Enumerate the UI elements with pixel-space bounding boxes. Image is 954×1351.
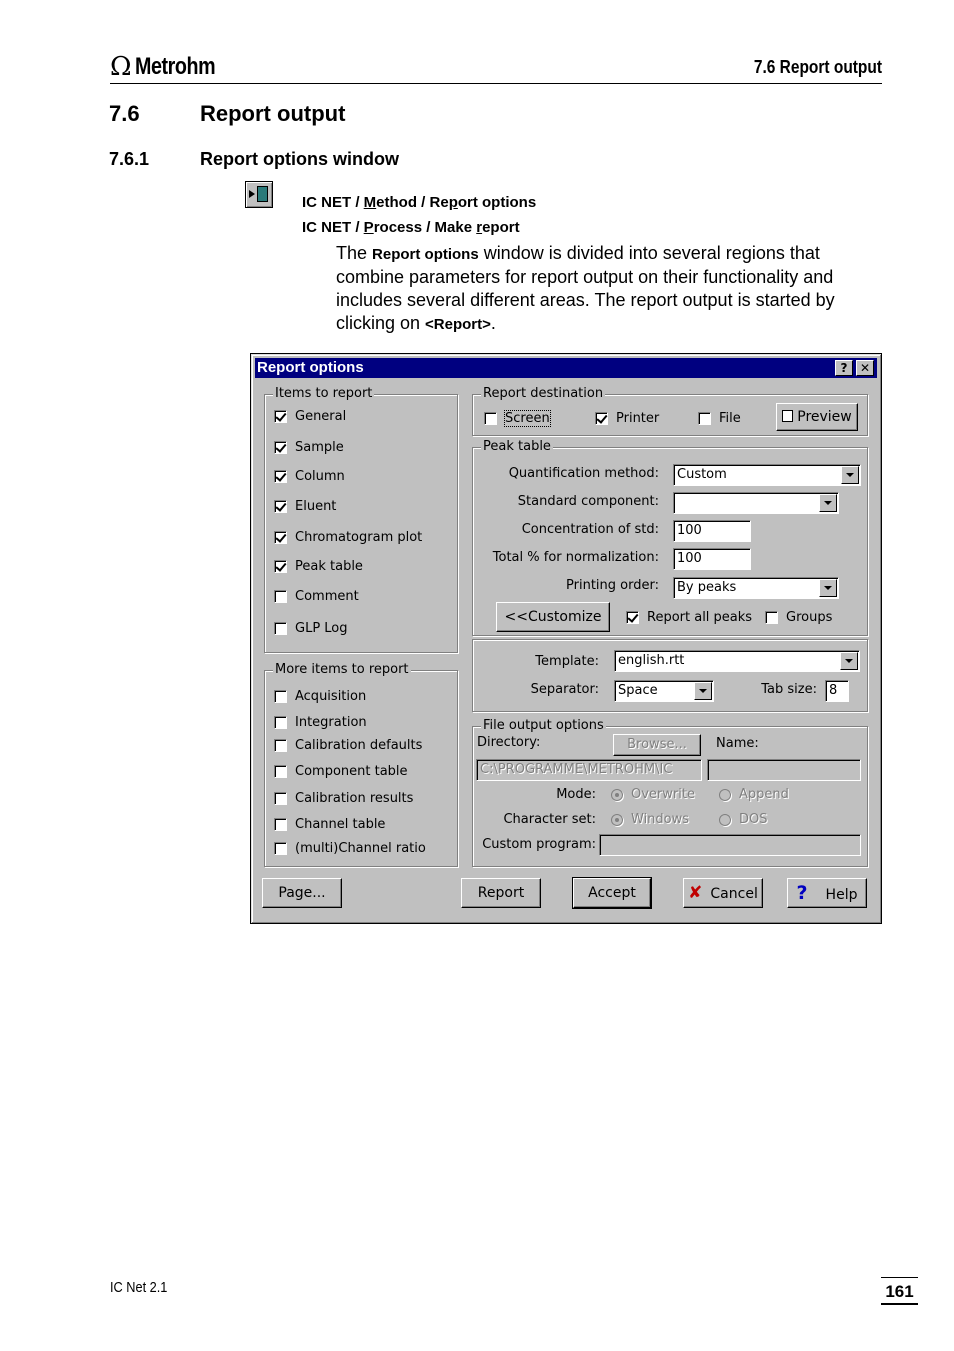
file-label: File: [719, 411, 741, 426]
template-select[interactable]: english.rtt: [614, 650, 860, 672]
chevron-down-icon[interactable]: [694, 682, 712, 700]
item-to-report-label: Comment: [295, 589, 359, 604]
question-icon: ?: [796, 882, 808, 904]
help-button[interactable]: [787, 878, 867, 908]
items-to-report-group: [264, 386, 458, 653]
header-rule: [110, 83, 882, 84]
screen-checkbox[interactable]: [484, 411, 550, 426]
more-item-checkbox[interactable]: [274, 817, 385, 832]
report-options-dialog: [250, 353, 882, 924]
checkbox-box[interactable]: [274, 560, 287, 573]
footer-product: IC Net 2.1: [110, 1279, 168, 1296]
cancel-label: Cancel: [710, 886, 758, 902]
append-radio[interactable]: [719, 787, 789, 802]
quant-method-label: Quantification method:: [508, 466, 659, 481]
more-items-group: [264, 662, 458, 867]
tab-size-input[interactable]: 8: [825, 680, 849, 702]
item-to-report-label: General: [295, 409, 347, 424]
help-title-button[interactable]: ?: [835, 360, 853, 376]
menu-path-process: IC NET / Process / Make report: [302, 219, 520, 236]
dialog-title: Report options: [257, 359, 364, 376]
normalization-label: Total % for normalization:: [492, 550, 659, 565]
report-destination-group: [472, 386, 868, 436]
custom-program-input[interactable]: [599, 834, 861, 856]
page-number: 161: [881, 1277, 918, 1305]
directory-label: Directory:: [477, 735, 541, 750]
item-to-report-checkbox[interactable]: [274, 589, 359, 604]
menu-path-method: IC NET / Method / Report options: [302, 194, 537, 211]
append-label: Append: [739, 787, 789, 802]
more-item-checkbox[interactable]: [274, 738, 422, 753]
checkbox-box[interactable]: [274, 590, 287, 603]
preview-button[interactable]: [776, 403, 858, 431]
subsection-title: Report options window: [200, 149, 399, 169]
more-item-checkbox[interactable]: [274, 791, 413, 806]
more-item-label: Calibration defaults: [295, 738, 423, 753]
accept-button[interactable]: Accept: [573, 878, 651, 908]
checkbox-box[interactable]: [274, 792, 287, 805]
item-to-report-label: Peak table: [295, 559, 363, 574]
customize-button[interactable]: <<Customize: [496, 602, 610, 632]
more-item-label: (multi)Channel ratio: [295, 841, 426, 856]
item-to-report-label: Sample: [295, 440, 344, 455]
screen-label: Screen: [505, 411, 550, 426]
file-checkbox[interactable]: [698, 411, 741, 426]
item-to-report-checkbox[interactable]: [274, 530, 422, 545]
item-to-report-checkbox[interactable]: [274, 499, 336, 514]
file-output-title: File output options: [483, 718, 604, 733]
mode-label: Mode:: [556, 787, 596, 802]
character-set-label: Character set:: [503, 812, 596, 827]
preview-icon: [782, 410, 793, 422]
close-button[interactable]: ✕: [856, 360, 874, 376]
item-to-report-label: Chromatogram plot: [295, 530, 423, 545]
subsection-heading: [109, 149, 399, 170]
item-to-report-checkbox[interactable]: [274, 621, 348, 636]
quant-method-select[interactable]: Custom: [673, 464, 861, 486]
report-destination-title: Report destination: [483, 386, 604, 401]
name-input[interactable]: [707, 759, 861, 781]
separator-label: Separator:: [530, 682, 599, 697]
tab-size-label: Tab size:: [761, 682, 817, 697]
concentration-input[interactable]: 100: [673, 520, 751, 542]
overwrite-radio[interactable]: [611, 787, 695, 802]
item-to-report-checkbox[interactable]: [274, 409, 346, 424]
template-group: [472, 639, 868, 712]
more-item-checkbox[interactable]: [274, 715, 367, 730]
cancel-button[interactable]: [683, 878, 763, 908]
checkbox-box[interactable]: [274, 500, 287, 513]
checkbox-box[interactable]: [274, 716, 287, 729]
more-item-label: Integration: [295, 715, 367, 730]
more-item-checkbox[interactable]: [274, 689, 366, 704]
more-item-label: Channel table: [295, 817, 386, 832]
dos-label: DOS: [739, 812, 768, 827]
chevron-down-icon[interactable]: [819, 494, 837, 512]
intro-paragraph: The Report options window is divided into several regions that combine parameters for report output on their functionality and includes several different areas. The report output is started by clicking on <Report>.: [336, 243, 835, 333]
item-to-report-checkbox[interactable]: [274, 469, 345, 484]
more-items-title: More items to report: [275, 662, 409, 677]
checkbox-box[interactable]: [274, 818, 287, 831]
omega-logo-icon: Ω: [110, 52, 132, 82]
running-head: 7.6 Report output: [753, 57, 882, 77]
section-number: 7.6: [109, 101, 140, 126]
checkbox-box[interactable]: [274, 531, 287, 544]
chevron-down-icon[interactable]: [819, 579, 837, 597]
checkbox-box[interactable]: [274, 441, 287, 454]
peak-table-title: Peak table: [483, 439, 551, 454]
groups-label: Groups: [786, 610, 833, 625]
printer-checkbox[interactable]: [595, 411, 659, 426]
report-options-icon: [245, 181, 273, 208]
std-component-label: Standard component:: [517, 494, 659, 509]
checkbox-box[interactable]: [274, 470, 287, 483]
chevron-down-icon[interactable]: [841, 466, 859, 484]
dialog-titlebar: [255, 358, 877, 378]
custom-program-label: Custom program:: [482, 837, 596, 852]
std-component-select[interactable]: [673, 492, 839, 514]
items-to-report-title: Items to report: [275, 386, 373, 401]
more-item-label: Acquisition: [295, 689, 367, 704]
page-button[interactable]: Page...: [262, 878, 342, 908]
subsection-number: 7.6.1: [109, 149, 150, 169]
printer-label: Printer: [616, 411, 660, 426]
more-item-label: Component table: [295, 764, 408, 779]
template-label: Template:: [535, 654, 599, 669]
section-heading: [109, 101, 345, 127]
groups-checkbox[interactable]: [765, 610, 832, 625]
windows-label: Windows: [631, 812, 690, 827]
file-output-group: [472, 718, 868, 867]
item-to-report-checkbox[interactable]: [274, 440, 344, 455]
directory-input[interactable]: C:\PROGRAMME\METROHM\IC: [476, 759, 702, 781]
report-all-peaks-label: Report all peaks: [647, 610, 753, 625]
checkbox-box[interactable]: [274, 690, 287, 703]
item-to-report-label: Column: [295, 469, 345, 484]
item-to-report-checkbox[interactable]: [274, 559, 363, 574]
preview-label: Preview: [797, 409, 852, 425]
help-label: Help: [825, 887, 858, 903]
overwrite-label: Overwrite: [631, 787, 695, 802]
report-all-peaks-checkbox[interactable]: [626, 610, 752, 625]
checkbox-box[interactable]: [274, 622, 287, 635]
chevron-down-icon[interactable]: [840, 652, 858, 670]
checkbox-box[interactable]: [274, 765, 287, 778]
metrohm-logo: [110, 53, 232, 81]
more-item-checkbox[interactable]: [274, 764, 408, 779]
separator-select[interactable]: Space: [614, 680, 714, 702]
item-to-report-label: GLP Log: [295, 621, 348, 636]
checkbox-box[interactable]: [274, 842, 287, 855]
normalization-input[interactable]: 100: [673, 548, 751, 570]
dos-radio[interactable]: [719, 812, 768, 827]
logo-text: Metrohm: [134, 53, 215, 80]
cancel-x-icon: ✘: [688, 883, 703, 903]
more-item-checkbox[interactable]: [274, 841, 426, 856]
checkbox-box[interactable]: [274, 410, 287, 423]
printing-order-select[interactable]: By peaks: [673, 577, 839, 599]
item-to-report-label: Eluent: [295, 499, 337, 514]
checkbox-box[interactable]: [274, 739, 287, 752]
windows-radio[interactable]: [611, 812, 689, 827]
name-label: Name:: [716, 736, 759, 751]
peak-table-group: [472, 439, 868, 636]
report-button[interactable]: Report: [461, 878, 541, 908]
section-title: Report output: [200, 101, 346, 126]
browse-button[interactable]: Browse...: [613, 734, 701, 756]
concentration-label: Concentration of std:: [521, 522, 659, 537]
printing-order-label: Printing order:: [566, 578, 659, 593]
more-item-label: Calibration results: [295, 791, 414, 806]
